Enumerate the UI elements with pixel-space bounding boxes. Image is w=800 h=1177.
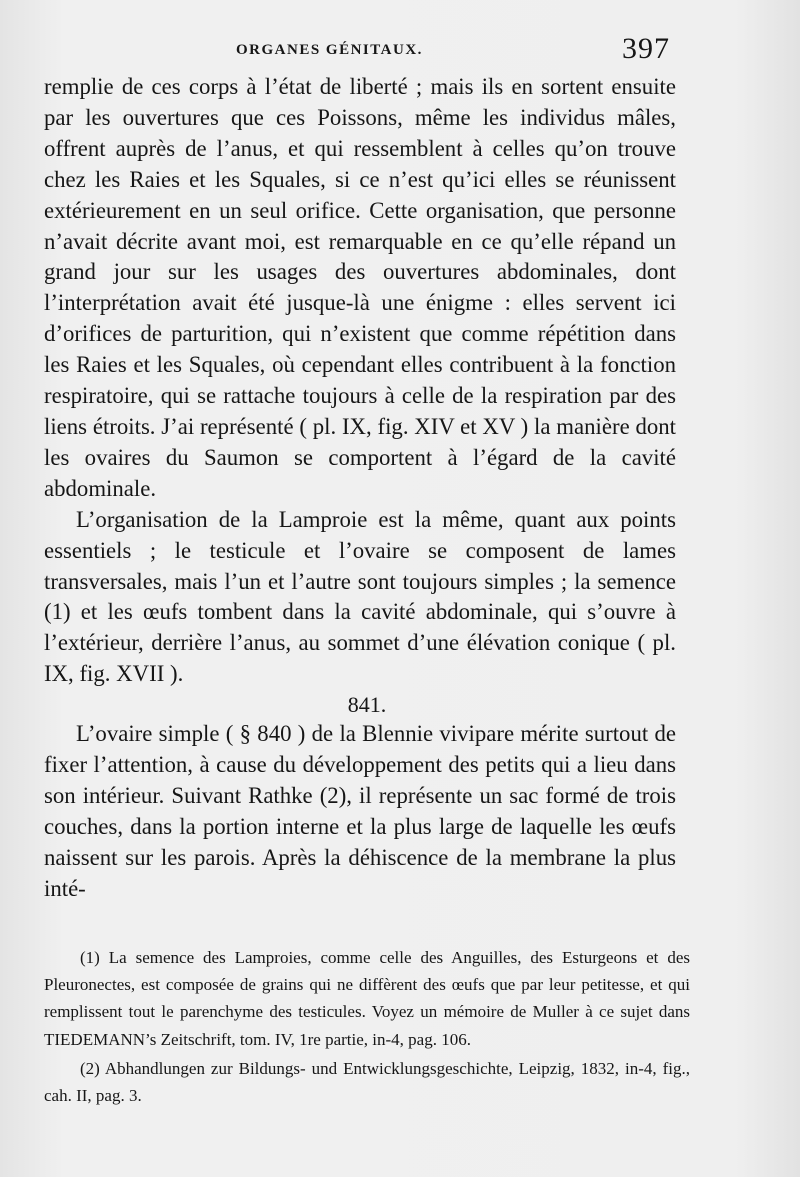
paragraph-continued: remplie de ces corps à l’état de liberté ; mais ils en sortent ensuite par les ouvertures que ces Poissons, même les individus mâles, offrent auprès de l’anus, et qui ressemblent à celles qu’on trouve chez les Raies et les Squales, si ce n’est qu’ici elles se réunissent extérieurement en un seul orifice. Cette organisation, que personne n’avait décrite avant moi, est remarquable en ce qu’elle répand un grand jour sur les usages des ouvertures abdominales, dont l’interprétation avait été jusque-là une énigme : elles servent ici d’orifices de parturition, qui n’existent que comme répétition dans les Raies et les Squales, où cependant elles contribuent à la fonction respiratoire, qui se rattache toujours à celle de la respiration par des liens étroits. J’ai représenté ( pl. IX, fig. XIV et XV ) la manière dont les ovaires du Saumon se comportent à l’égard de la cavité abdominale.	[44, 74, 676, 501]
main-text	[44, 72, 676, 905]
running-title: ORGANES GÉNITAUX.	[236, 42, 423, 58]
footnotes	[44, 944, 690, 1111]
paragraph-blennie: L’ovaire simple ( § 840 ) de la Blennie vivipare mérite surtout de fixer l’attention, à cause du développement des petits qui a lieu dans son intérieur. Suivant Rathke (2), il représente un sac formé de trois couches, dans la portion interne et la plus large de laquelle les œufs naissent sur les parois. Après la déhiscence de la membrane la plus inté-	[44, 721, 676, 901]
footnote-2: (2) Abhandlungen zur Bildungs- und Entwicklungsgeschichte, Leipzig, 1832, in-4, fig., cah. II, pag. 3.	[44, 1058, 690, 1106]
paragraph-lamproie: L’organisation de la Lamproie est la même, quant aux points essentiels ; le testicule et l’ovaire se composent de lames transversales, mais l’un et l’autre sont toujours simples ; la semence (1) et les œufs tombent dans la cavité abdominale, qui s’ouvre à l’extérieur, derrière l’anus, au sommet d’une élévation conique ( pl. IX, fig. XVII ).	[44, 506, 676, 687]
page-number: 397	[622, 32, 670, 65]
footnote-1: (1) La semence des Lamproies, comme celle des Anguilles, des Esturgeons et des Pleuronectes, est composée de grains qui ne diffèrent des œufs que par leur petitesse, et qui remplissent tout le parenchyme des testicules. Voyez un mémoire de Muller à ce sujet dans TIEDEMANN’s Zeitschrift, tom. IV, 1re partie, in-4, pag. 106.	[44, 948, 690, 1049]
section-number: 841.	[347, 692, 387, 718]
page-header	[40, 32, 700, 66]
